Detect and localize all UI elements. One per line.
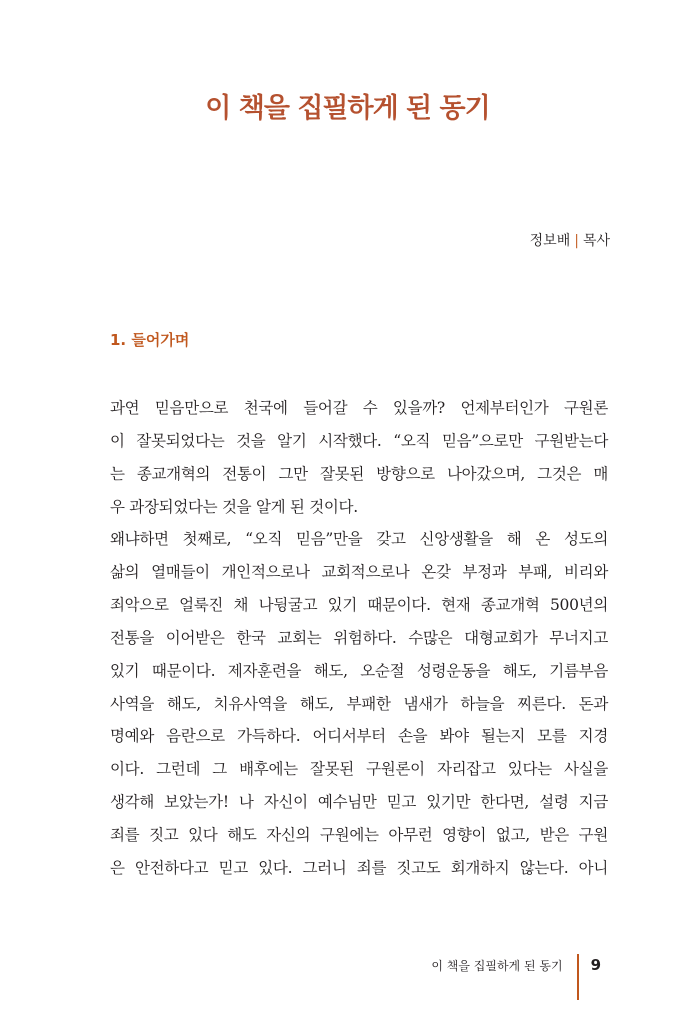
body-line: 우 과장되었다는 것을 알게 된 것이다.: [110, 497, 358, 516]
body-line: 사역을 해도, 치유사역을 해도, 부패한 냄새가 하늘을 찌른다. 돈과: [110, 694, 608, 713]
body-text: [110, 392, 608, 885]
body-line: 이 잘못되었다는 것을 알기 시작했다. “오직 믿음”으로만 구원받는다: [110, 431, 608, 450]
body-line: 은 안전하다고 믿고 있다. 그러니 죄를 짓고도 회개하지 않는다. 아니: [110, 858, 608, 877]
section-heading: 1. 들어가며: [110, 331, 190, 349]
body-line: 죄악으로 얼룩진 채 나뒹굴고 있기 때문이다. 현재 종교개혁 500년의: [110, 596, 608, 615]
author-role: 목사: [582, 233, 610, 249]
body-line: 이다. 그런데 그 배후에는 잘못된 구원론이 자리잡고 있다는 사실을: [110, 760, 608, 779]
author-separator: |: [574, 233, 579, 249]
page-number: 9: [590, 956, 601, 974]
body-line: 과연 믿음만으로 천국에 들어갈 수 있을까? 언제부터인가 구원론: [110, 399, 608, 417]
body-line: 전통을 이어받은 한국 교회는 위험하다. 수많은 대형교회가 무너지고: [110, 628, 608, 647]
body-line: 삶의 열매들이 개인적으로나 교회적으로나 온갖 부정과 부패, 비리와: [110, 563, 608, 582]
author-name: 정보배: [529, 233, 571, 249]
body-line: 명예와 음란으로 가득하다. 어디서부터 손을 봐야 될는지 모를 지경: [110, 727, 608, 746]
footer-divider: [577, 954, 579, 1000]
chapter-title: 이 책을 집필하게 된 동기: [205, 93, 490, 124]
page-footer: [431, 950, 601, 980]
body-line: 는 종교개혁의 전통이 그만 잘못된 방향으로 나아갔으며, 그것은 매: [110, 464, 608, 483]
body-line: 왜냐하면 첫째로, “오직 믿음”만을 갖고 신앙생활을 해 온 성도의: [110, 530, 608, 549]
body-line: 생각해 보았는가! 나 자신이 예수님만 믿고 있기만 한다면, 설령 지금: [110, 793, 608, 812]
author-line: [530, 230, 610, 250]
body-line: 죄를 짓고 있다 해도 자신의 구원에는 아무런 영향이 없고, 받은 구원: [110, 825, 608, 844]
body-line: 있기 때문이다. 제자훈련을 해도, 오순절 성령운동을 해도, 기름부음: [110, 661, 608, 680]
running-title: 이 책을 집필하게 된 동기: [431, 958, 563, 973]
